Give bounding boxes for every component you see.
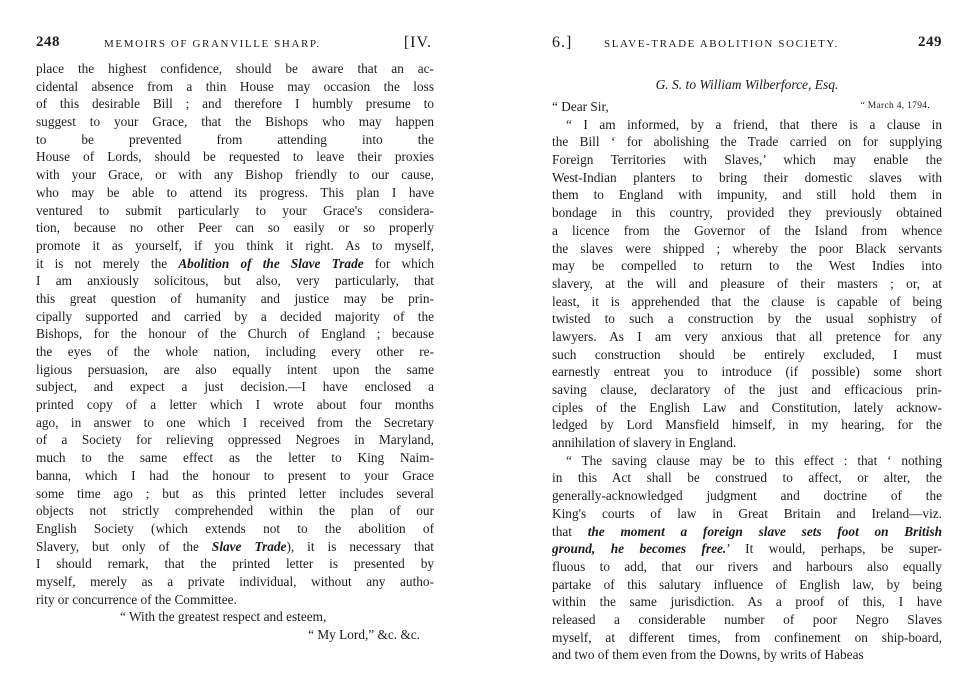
text-line: slavery, at the will and pleasure of their masters ; or, at (552, 275, 942, 291)
text-line: with your Grace, or with any Bishop friendly to our cause, (36, 167, 434, 183)
text-line: of this desirable Bill ; and therefore I humbly presume to (36, 96, 434, 112)
text-line: ligious persuasion, are also equally intent upon the same (36, 361, 434, 377)
text-line: a licence from the Governor of the Island from whence (552, 222, 942, 238)
text-line: ciples of the English Law and Constitution, lately acknow- (552, 399, 942, 415)
text-line: objects not strictly comprehended within the plan of our (36, 503, 434, 519)
running-head-left (36, 34, 434, 56)
text-line: least, it is apprehended that the clause is capable of being (552, 293, 942, 309)
text-line: to be prevented from attending into the (36, 131, 434, 147)
running-title-right: SLAVE-TRADE ABOLITION SOCIETY. (604, 38, 839, 50)
left-body-text (36, 60, 434, 644)
text-line: tion, because no other Peer can so easily or so properly (36, 220, 434, 236)
text-line: earnestly entreat you to introduce (if possible) some short (552, 364, 942, 380)
text-line: bondage in this country, provided they previously obtained (552, 205, 942, 221)
text-line: ventured to submit particularly to your Grace's considera- (36, 202, 434, 218)
text-line: lawyers. As I am very anxious that all pretence for any (552, 328, 942, 344)
text-line: this great question of humanity and justice may be prin- (36, 290, 434, 306)
text-line: fluous to add, that our rivers and harbours also equally (552, 558, 942, 574)
text-line: in this Act shall be construed to affect, or alter, the (552, 470, 942, 486)
text-line: who may be able to attend its progress. This plan I have (36, 184, 434, 200)
text-line: printed copy of a letter which I wrote about four months (36, 397, 434, 413)
text-line: subject, and expect a just decision.—I have enclosed a (36, 379, 434, 395)
text-line: I am anxiously solicitous, but also, very particularly, that (36, 273, 434, 289)
text-line: rity or concurrence of the Committee. (36, 591, 237, 607)
signature-line: “ My Lord,” &c. &c. (308, 627, 420, 642)
right-page (552, 0, 942, 694)
text-line: myself, at different times, from confinement on ship-board, (552, 629, 942, 645)
text-line: promote it as yourself, if you think it right. As to myself, (36, 237, 434, 253)
text-line: place the highest confidence, should be aware that an ac- (36, 61, 434, 76)
text-line: the eyes of the whole nation, including every other re- (36, 344, 434, 359)
text-line: cidental absence from a thin House may occasion the loss (36, 78, 434, 94)
text-line: “ The saving clause may be to this effect : that ‘ nothing (566, 452, 942, 468)
text-line: that the moment a foreign slave sets foot on British (552, 523, 942, 539)
page-number-right: 249 (918, 34, 942, 50)
salutation (552, 98, 942, 116)
closing-line: “ With the greatest respect and esteem, (120, 609, 327, 625)
text-line: and two of them even from the Downs, by writs of Habeas (552, 647, 864, 663)
text-line: such construction should be entirely excluded, I must (552, 346, 942, 362)
text-line: Slavery, but only of the Slave Trade), it is necessary that (36, 538, 434, 554)
text-line: myself, merely as a private individual, without any autho- (36, 573, 434, 589)
text-line: may be compelled to return to the West Indies into (552, 258, 942, 274)
running-head-right (552, 34, 942, 56)
text-line: English Society (which extends not to the abolition of (36, 520, 434, 536)
text-line: I should remark, that the printed letter is presented by (36, 556, 434, 572)
right-body-text (552, 62, 942, 664)
text-line: saving clause, declaratory of the just and efficacious prin- (552, 382, 942, 397)
text-line: ago, in answer to one which I received from the Secretary (36, 414, 434, 430)
left-page (36, 0, 434, 694)
text-line: within the same jurisdiction. As a proof of this, I have (552, 594, 942, 610)
text-line: ground, he becomes free.’ It would, perhaps, be super- (552, 541, 942, 557)
text-line: Foreign Territories with Slaves,’ which may enable the (552, 152, 942, 168)
text-line: partake of this salutary influence of English law, by being (552, 576, 942, 592)
section-marker-left: [IV. (403, 34, 432, 51)
section-marker-right: 6.] (552, 34, 573, 51)
text-line: the Bill ‘ for abolishing the Trade carried on for supplying (552, 134, 942, 150)
letter-heading: G. S. to William Wilberforce, Esq. (655, 77, 839, 92)
text-line: much to the same effect as the letter to King Naim- (36, 450, 434, 466)
text-line: House of Lords, should be requested to leave their proxies (36, 149, 434, 165)
salutation-text: “ Dear Sir, (552, 99, 609, 114)
text-line: generally-acknowledged judgment and doctrine of the (552, 488, 942, 504)
text-line: “ I am informed, by a friend, that there is a clause in (566, 116, 942, 132)
text-line: it is not merely the Abolition of the Slave Trade for which (36, 255, 434, 271)
text-line: released a considerable number of poor Negro Slaves (552, 611, 942, 627)
text-line: annihilation of slavery in England. (552, 435, 737, 451)
page-number-left: 248 (36, 34, 60, 50)
text-line: ledged by Lord Mansfield himself, in my hearing, for the (552, 417, 942, 433)
letter-date: “ March 4, 1794. (860, 101, 930, 111)
text-line: of a Society for relieving oppressed Negroes in Maryland, (36, 432, 434, 448)
text-line: them to England with impunity, and still hold them in (552, 187, 942, 203)
text-line: cipally supported and carried by a decided majority of the (36, 308, 434, 324)
text-line: King's courts of law in Great Britain and Ireland—viz. (552, 505, 942, 521)
text-line: suggest to your Grace, that the Bishops who may happen (36, 114, 434, 130)
text-line: West-Indian planters to bring their domestic slaves with (552, 169, 942, 185)
text-line: banna, which I had the honour to present to your Grace (36, 467, 434, 483)
text-line: Bishops, for the honour of the Church of England ; because (36, 326, 434, 342)
text-line: the slaves were shipped ; whereby the poor Black servants (552, 240, 942, 256)
text-line: twisted to such a construction by the usual sophistry of (552, 311, 942, 327)
running-title-left: MEMOIRS OF GRANVILLE SHARP. (104, 38, 321, 50)
text-line: some time ago ; but as this printed letter includes several (36, 485, 434, 501)
